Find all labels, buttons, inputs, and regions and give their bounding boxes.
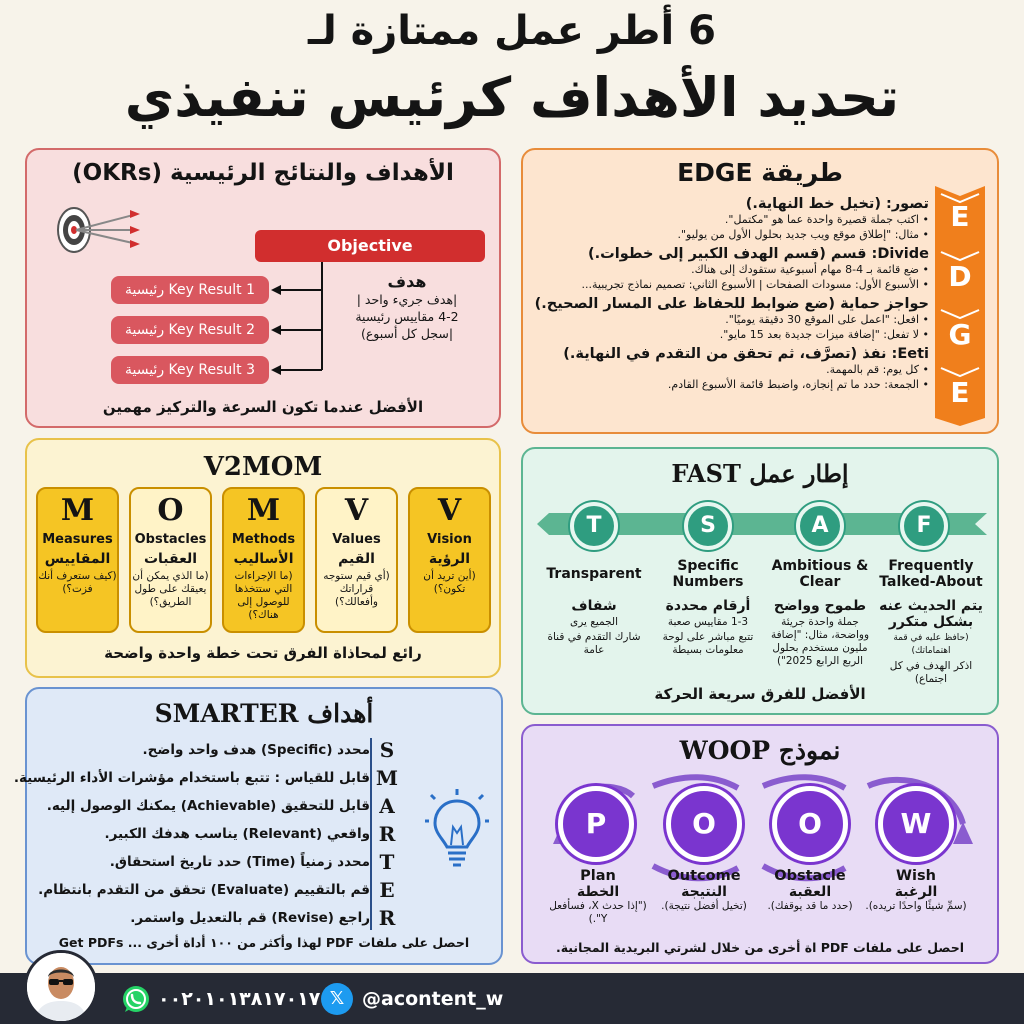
edge-step-heading: Eeti: نفذ (تصرَّف، ثم تحقق من التقدم في النهاية.) xyxy=(563,346,929,362)
whatsapp-icon[interactable] xyxy=(121,984,151,1014)
fast-en: Ambitious & Clear xyxy=(771,558,869,590)
smarter-row: قابل للقياس : تتبع باستخدام مؤشرات الأداء الرئيسية. xyxy=(13,770,370,786)
v2mom-letter: V xyxy=(344,493,369,528)
woop-column xyxy=(546,868,650,926)
fast-letter-f: F xyxy=(900,502,948,550)
edge-step-heading: تصور: (تخيل خط النهاية.) xyxy=(745,196,929,212)
edge-title: طريقة EDGE xyxy=(677,158,843,187)
fast-bullet: تتبع مباشر على لوحة معلومات بسيطة xyxy=(662,631,754,656)
fast-bullet: (حافظ عليه في قمة اهتماماتك) xyxy=(893,633,969,656)
fast-ar: يتم الحديث عنه بشكل متكرر xyxy=(879,598,983,630)
woop-desc: (سمِّ شيئًا واحدًا تريده). xyxy=(865,900,967,912)
smarter-row: واقعي (Relevant) يناسب هدفك الكبير. xyxy=(104,826,370,842)
smarter-row: راجع (Revise) قم بالتعديل واستمر. xyxy=(130,910,370,926)
edge-step-item: • افعل: "اعمل على الموقع 30 دقيقة يوميًا". xyxy=(533,312,929,327)
fast-ar: طموح وواضح xyxy=(773,598,867,614)
edge-step-item: • الأسبوع الأول: مسودات الصفحات | الأسبوع الثاني: تصميم نماذج تجريبية... xyxy=(533,277,929,292)
fast-column xyxy=(538,556,650,657)
v2mom-en: Obstacles xyxy=(134,532,207,547)
smarter-letter: T xyxy=(379,850,395,874)
fast-bullet: جملة واحدة جريئة وواضحة، مثال: "إضافة مليون مستخدم بحلول الربع الرابع 2025") xyxy=(770,616,870,667)
fast-title: إطار عمل FAST xyxy=(671,459,849,488)
key-result-1: Key Result 1 رئيسية xyxy=(111,276,269,304)
woop-desc: (حدد ما قد يوقفك). xyxy=(767,900,853,912)
edge-step-item: • الجمعة: حدد ما تم إنجازه، واضبط قائمة الأسبوع القادم. xyxy=(533,377,929,392)
woop-en: Outcome xyxy=(667,868,741,884)
woop-desc: ("إذا حدث X، فسأفعل Y".) xyxy=(549,900,647,925)
fast-ar: أرقام محددة xyxy=(665,598,751,614)
lightbulb-icon xyxy=(425,787,489,877)
phone-number[interactable]: ٠٠٢٠١٠١٣٨١٧٠١٧ xyxy=(158,988,321,1010)
v2mom-ar: الأساليب xyxy=(233,551,294,567)
v2mom-en: Vision xyxy=(427,532,472,547)
edge-letter: D xyxy=(948,260,972,293)
v2mom-column-values xyxy=(315,487,398,633)
v2mom-desc: (أي قيم ستوجه قراراتك وأفعالك؟) xyxy=(323,570,390,608)
key-result-3: Key Result 3 رئيسية xyxy=(111,356,269,384)
okr-panel xyxy=(25,148,501,428)
woop-letter-o: O xyxy=(666,786,742,862)
woop-column xyxy=(652,868,756,913)
title-line-2: تحديد الأهداف كرئيس تنفيذي xyxy=(124,66,900,129)
smarter-row: محدد (Specific) هدف واحد واضح. xyxy=(142,742,370,758)
edge-step-item: • كل يوم: قم بالمهمة. xyxy=(533,362,929,377)
v2mom-ar: العقبات xyxy=(143,551,198,567)
woop-column xyxy=(864,868,968,913)
v2mom-en: Values xyxy=(332,532,381,547)
edge-letter: E xyxy=(950,200,970,233)
v2mom-desc: (كيف ستعرف أنك فزت؟) xyxy=(38,570,117,595)
woop-en: Plan xyxy=(580,868,616,884)
v2mom-desc: (ما الإجراءات التي ستتخذها للوصول إلى هناك؟) xyxy=(234,570,293,621)
smarter-letter: S xyxy=(379,738,395,762)
v2mom-desc: (أين تريد أن تكون؟) xyxy=(423,570,476,595)
okr-goal-title: هدف xyxy=(387,272,427,291)
edge-step-item: • مثال: "إطلاق موقع ويب جديد بحلول الأول من يوليو". xyxy=(533,227,929,242)
x-logo-icon[interactable]: 𝕏 xyxy=(321,983,353,1015)
edge-step-heading: Divide: قسم (قسم الهدف الكبير إلى خطوات.) xyxy=(588,246,929,262)
edge-step-item: • ضع قائمة بـ 4-8 مهام أسبوعية ستقودك إلى هناك. xyxy=(533,262,929,277)
smarter-letter: E xyxy=(379,878,395,902)
v2mom-title: V2MOM xyxy=(203,452,323,482)
title-line-1: 6 أطر عمل ممتازة لـ xyxy=(308,8,716,54)
fast-letter-t: T xyxy=(570,502,618,550)
fast-footer: الأفضل للفرق سريعة الحركة xyxy=(654,685,866,703)
woop-footer: احصل على ملفات PDF اة أخرى من خلال لشرتي البريدية المجانية. xyxy=(555,940,965,955)
fast-en: Specific Numbers xyxy=(672,558,744,590)
smarter-letter: R xyxy=(378,906,396,930)
woop-en: Wish xyxy=(896,868,936,884)
edge-steps xyxy=(533,192,929,392)
v2mom-column-obstacles xyxy=(129,487,212,633)
v2mom-desc: (ما الذي يمكن أن يعيقك على طول الطريق؟) xyxy=(132,570,209,608)
woop-letter-o: O xyxy=(772,786,848,862)
edge-letter: E xyxy=(950,376,970,409)
smarter-row: قم بالتقييم (Evaluate) تحقق من التقدم بانتظام. xyxy=(38,882,370,898)
edge-letter: G xyxy=(948,318,972,351)
footer-bar xyxy=(0,973,1024,1024)
fast-bullet: 1-3 مقاييس صعبة xyxy=(667,616,749,628)
fast-bullet: شارك التقدم في قناة عامة xyxy=(547,631,641,656)
woop-title: نموذج WOOP xyxy=(679,736,841,765)
woop-ar: النتيجة xyxy=(681,884,727,900)
v2mom-ar: القيم xyxy=(338,551,375,567)
fast-column xyxy=(874,556,988,686)
woop-letter-w: W xyxy=(878,786,954,862)
smarter-row: محدد زمنياً (Time) حدد تاريخ استحقاق. xyxy=(109,854,370,870)
fast-letter-a: A xyxy=(796,502,844,550)
fast-en: Transparent xyxy=(546,566,642,582)
key-result-2: Key Result 2 رئيسية xyxy=(111,316,269,344)
edge-step-item: • لا تفعل: "إضافة ميزات جديدة بعد 15 مايو". xyxy=(533,327,929,342)
okr-goal-line: |سجل كل أسبوع) xyxy=(360,326,454,341)
okr-footer: الأفضل عندما تكون السرعة والتركيز مهمين xyxy=(102,398,424,416)
woop-en: Obstacle xyxy=(774,868,846,884)
okr-goal-block xyxy=(327,272,487,342)
edge-panel xyxy=(521,148,999,434)
fast-bullet: الجميع يرى xyxy=(570,616,618,628)
okr-goal-line: |هدف جريء واحد | xyxy=(356,292,458,307)
okr-goal-line: 4-2 مقاييس رئيسية xyxy=(355,309,459,324)
smarter-row: قابل للتحقيق (Achievable) يمكنك الوصول إليه. xyxy=(46,798,370,814)
fast-bullet: اذكر الهدف في كل اجتماع) xyxy=(889,660,973,685)
v2mom-letter: M xyxy=(246,493,281,528)
fast-column xyxy=(764,556,876,668)
v2mom-en: Methods xyxy=(231,532,296,547)
woop-ar: الخطة xyxy=(576,884,620,900)
fast-ar: شفاف xyxy=(571,598,617,614)
v2mom-en: Measures xyxy=(42,532,113,547)
objective-box: Objective xyxy=(255,230,485,262)
smarter-footer: احصل على ملفات PDF لهذا وأكثر من ١٠٠ أداة أخرى ... Get PDFs xyxy=(58,935,470,950)
v2mom-column-measures xyxy=(36,487,119,633)
v2mom-footer: رائع لمحاذاة الفرق تحت خطة واحدة واضحة xyxy=(104,644,422,662)
v2mom-letter: V xyxy=(437,493,462,528)
v2mom-letter: M xyxy=(60,493,95,528)
smarter-letter: A xyxy=(379,794,395,818)
v2mom-column-vision xyxy=(408,487,491,633)
fast-column xyxy=(652,556,764,657)
woop-desc: (تخيل أفضل نتيجة). xyxy=(661,900,747,912)
v2mom-column-methods xyxy=(222,487,305,633)
v2mom-letter: O xyxy=(157,493,184,528)
okr-title: الأهداف والنتائج الرئيسية (OKRs) xyxy=(72,160,454,186)
smarter-letter: M xyxy=(375,766,399,790)
woop-ar: العقبة xyxy=(788,884,832,900)
v2mom-ar: الرؤية xyxy=(428,551,471,567)
avatar xyxy=(24,950,98,1024)
woop-column xyxy=(758,868,862,913)
woop-ar: الرغبة xyxy=(894,884,938,900)
edge-step-heading: حواجز حماية (ضع ضوابط للحفاظ على المسار الصحيح.) xyxy=(534,296,929,312)
edge-step-item: • اكتب جملة قصيرة واحدة عما هو "مكتمل". xyxy=(533,212,929,227)
social-handle[interactable]: @acontent_w xyxy=(362,988,504,1010)
fast-letter-s: S xyxy=(684,502,732,550)
smarter-letter: R xyxy=(378,822,396,846)
woop-letter-p: P xyxy=(558,786,634,862)
fast-en: Frequently Talked-About xyxy=(879,558,983,590)
smarter-title: أهداف SMARTER xyxy=(154,699,374,728)
v2mom-ar: المقاييس xyxy=(44,551,111,567)
